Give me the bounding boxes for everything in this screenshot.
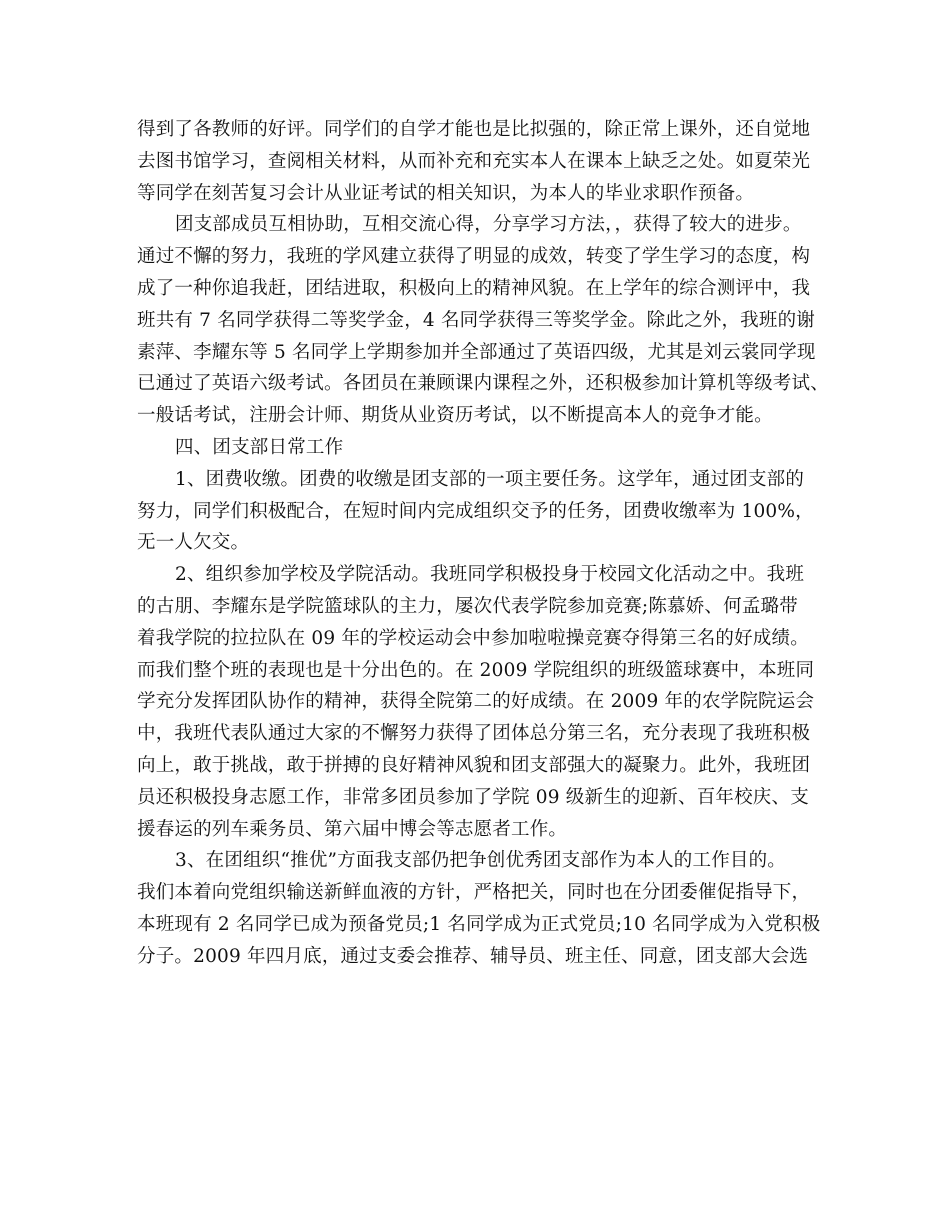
text-line: 向上，敢于挑战，敢于拼搏的良好精神风貌和团支部强大的凝聚力。此外，我班团 [137,754,811,776]
body-text [137,114,827,973]
text-line: 等同学在刻苦复习会计从业证考试的相关知识，为本人的毕业求职作预备。 [137,182,755,204]
text-line: 四、团支部日常工作 [175,436,344,458]
text-line: 着我学院的拉拉队在 09 年的学校运动会中参加啦啦操竞赛夺得第三名的好成绩。 [137,627,809,649]
text-line: 分子。2009 年四月底，通过支委会推荐、辅导员、班主任、同意，团支部大会选 [137,945,809,967]
text-line: 素萍、李耀东等 5 名同学上学期参加并全部通过了英语四级，尤其是刘云裳同学现 [137,341,816,363]
text-line: 团支部成员互相协助，互相交流心得，分享学习方法，，获得了较大的进步。 [175,214,802,236]
text-line: 本班现有 2 名同学已成为预备党员;1 名同学成为正式党员;10 名同学成为入党积极 [137,913,821,935]
text-line: 成了一种你追我赶，团结进取，积极向上的精神风貌。在上学年的综合测评中，我 [137,277,811,299]
text-line: 而我们整个班的表现也是十分出色的。在 2009 学院组织的班级篮球赛中，本班同 [137,659,815,681]
text-line: 中，我班代表队通过大家的不懈努力获得了团体总分第三名，充分表现了我班积极 [137,723,811,745]
text-line: 班共有 7 名同学获得二等奖学金，4 名同学获得三等奖学金。除此之外，我班的谢 [137,309,815,331]
text-line: 去图书馆学习，查阅相关材料，从而补充和充实本人在课本上缺乏之处。如夏荣光 [137,150,811,172]
text-line: 学充分发挥团队协作的精神，获得全院第二的好成绩。在 2009 年的农学院院运会 [137,691,815,713]
text-line: 得到了各教师的好评。同学们的自学才能也是比拟强的，除正常上课外，还自觉地 [137,119,811,140]
text-line: 3、在团组织“推优”方面我支部仍把争创优秀团支部作为本人的工作目的。 [175,850,786,872]
text-line: 已通过了英语六级考试。各团员在兼顾课内课程之外，还积极参加计算机等级考试、 [137,373,829,395]
text-line: 的古朋、李耀东是学院篮球队的主力，屡次代表学院参加竞赛;陈慕娇、何孟璐带 [137,595,798,617]
text-line: 援春运的列车乘务员、第六届中博会等志愿者工作。 [137,818,568,840]
text-line: 员还积极投身志愿工作，非常多团员参加了学院 09 级新生的迎新、百年校庆、支 [137,786,809,808]
text-line: 努力，同学们积极配合，在短时间内完成组织交予的任务，团费收缴率为 100%， [137,500,814,522]
text-line: 通过不懈的努力，我班的学风建立获得了明显的成效，转变了学生学习的态度，构 [137,246,811,268]
text-line: 无一人欠交。 [137,532,250,554]
text-line: 2、组织参加学校及学院活动。我班同学积极投身于校园文化活动之中。我班 [175,564,805,586]
text-line: 1、团费收缴。团费的收缴是团支部的一项主要任务。这学年，通过团支部的 [175,468,805,490]
text-line: 一般话考试，注册会计师、期货从业资历考试，以不断提高本人的竞争才能。 [137,405,773,427]
text-line: 我们本着向党组织输送新鲜血液的方针，严格把关，同时也在分团委催促指导下， [137,882,811,904]
